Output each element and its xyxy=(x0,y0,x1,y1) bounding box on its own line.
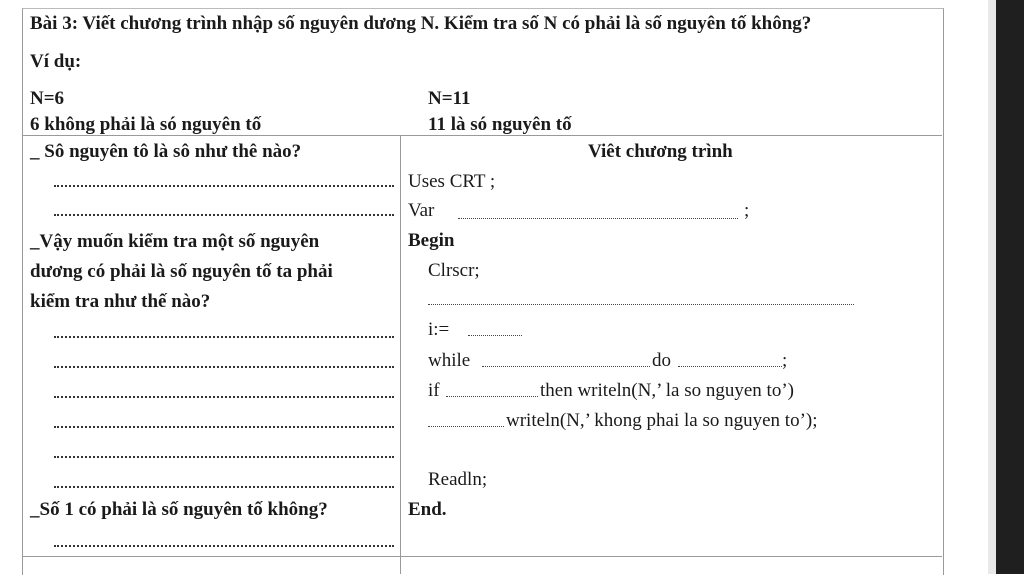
example-left-output: 6 không phải là só nguyên tố xyxy=(30,114,262,135)
code-blank xyxy=(428,426,504,427)
question-prime-definition: _ Sô nguyên tô là sô như thê nào? xyxy=(30,141,302,162)
code-else-writeln: writeln(N,’ khong phai la so nguyen to’); xyxy=(506,410,818,431)
code-uses: Uses CRT ; xyxy=(408,171,496,192)
right-edge-strip xyxy=(988,0,1024,574)
table-bottom-line xyxy=(22,556,942,557)
code-blank xyxy=(428,304,854,305)
example-left-input: N=6 xyxy=(30,88,65,109)
code-do: do xyxy=(652,350,671,371)
code-if: if xyxy=(428,380,440,401)
code-assign: i:= xyxy=(428,319,450,340)
question-number-one: _Số 1 có phải là số nguyên tố không? xyxy=(30,499,328,520)
answer-line xyxy=(54,486,394,488)
answer-line xyxy=(54,336,394,338)
answer-line xyxy=(54,366,394,368)
answer-line xyxy=(54,545,394,547)
table-top-border xyxy=(22,135,942,136)
question-how-check-line3: kiểm tra như thế nào? xyxy=(30,291,211,312)
code-readln: Readln; xyxy=(428,469,488,490)
code-var: Var xyxy=(408,200,435,221)
answer-line xyxy=(54,426,394,428)
example-right-output: 11 là só nguyên tố xyxy=(428,114,572,135)
answer-line xyxy=(54,456,394,458)
right-edge-inner xyxy=(988,0,996,574)
code-begin: Begin xyxy=(408,230,455,251)
answer-line xyxy=(54,214,394,216)
code-var-end: ; xyxy=(744,200,750,221)
question-how-check-line1: _Vậy muốn kiểm tra một số nguyên xyxy=(30,231,320,252)
answer-line xyxy=(54,185,394,187)
column-divider xyxy=(400,135,401,574)
code-blank xyxy=(446,396,538,397)
code-do-end: ; xyxy=(782,350,788,371)
example-label: Ví dụ: xyxy=(30,51,82,72)
code-blank xyxy=(458,218,738,219)
example-right-input: N=11 xyxy=(428,88,471,109)
code-clrscr: Clrscr; xyxy=(428,260,480,281)
question-how-check-line2: dương có phải là số nguyên tố ta phải xyxy=(30,261,333,282)
code-while: while xyxy=(428,350,471,371)
code-blank xyxy=(482,366,650,367)
code-blank xyxy=(678,366,782,367)
answer-line xyxy=(54,396,394,398)
code-end: End. xyxy=(408,499,447,520)
code-then: then writeln(N,’ la so nguyen to’) xyxy=(540,380,794,401)
program-header: Viêt chương trình xyxy=(588,141,733,162)
problem-title: Bài 3: Viết chương trình nhập số nguyên dương N. Kiểm tra số N có phải là số nguyên tố không? xyxy=(30,13,812,34)
code-blank xyxy=(468,335,522,336)
